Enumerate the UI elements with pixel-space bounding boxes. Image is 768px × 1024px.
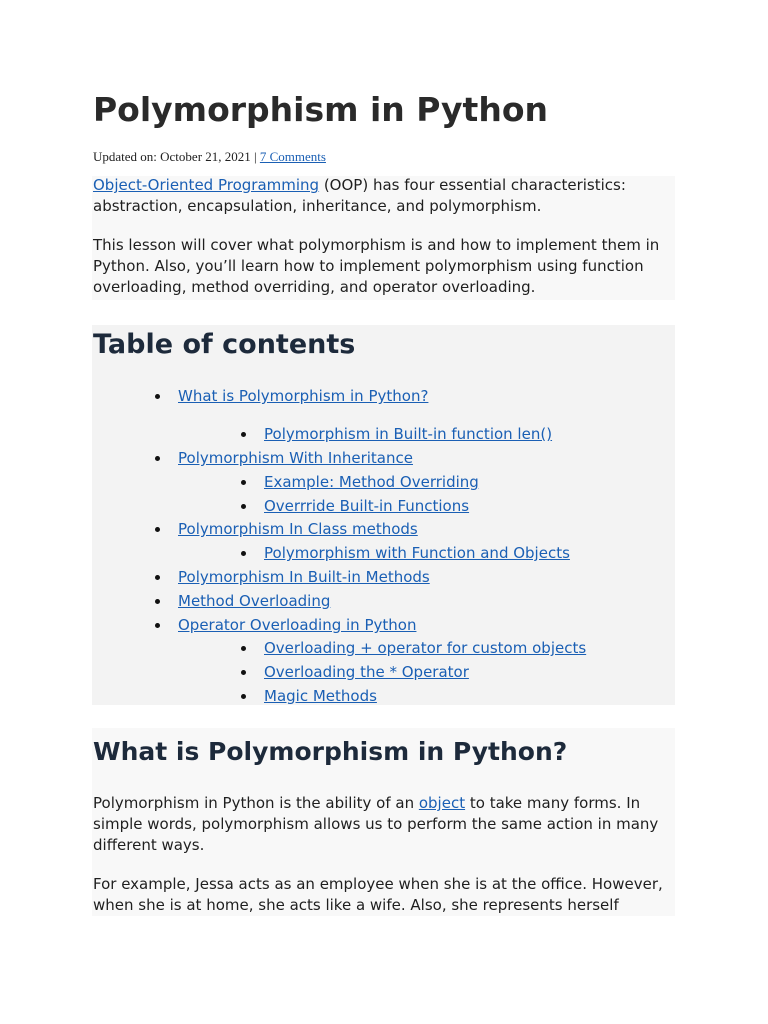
bullet-icon <box>241 432 246 437</box>
object-link[interactable]: object <box>418 794 466 812</box>
toc-item <box>264 496 469 516</box>
bullet-icon <box>241 694 246 699</box>
toc-link[interactable]: Overrride Built-in Functions <box>264 497 470 515</box>
toc-link[interactable]: Overloading the * Operator <box>264 663 469 681</box>
toc-item <box>178 615 416 635</box>
toc-link[interactable]: Example: Method Overriding <box>264 473 479 491</box>
section-paragraph-1 <box>93 793 663 856</box>
toc-item <box>264 424 552 444</box>
toc-item <box>178 386 428 406</box>
article-meta <box>93 148 326 166</box>
bullet-icon <box>241 646 246 651</box>
toc-item <box>178 591 330 611</box>
toc-item <box>178 448 413 468</box>
bullet-icon <box>155 394 160 399</box>
bullet-icon <box>241 670 246 675</box>
toc-link[interactable]: Polymorphism with Function and Objects <box>264 544 570 562</box>
bullet-icon <box>241 480 246 485</box>
oop-link[interactable]: Object-Oriented Programming <box>93 176 320 194</box>
section-heading: What is Polymorphism in Python? <box>93 737 568 766</box>
bullet-icon <box>241 504 246 509</box>
toc-item <box>178 567 430 587</box>
toc-link[interactable]: Operator Overloading in Python <box>178 616 417 634</box>
intro-paragraph-1 <box>93 175 663 217</box>
toc-item <box>178 519 418 539</box>
bullet-icon <box>241 551 246 556</box>
updated-date: Updated on: October 21, 2021 | <box>93 149 260 164</box>
comments-link[interactable]: 7 Comments <box>259 149 326 164</box>
bullet-icon <box>155 456 160 461</box>
intro-paragraph-2: This lesson will cover what polymorphism is and how to implement them in Python. Also, you’ll learn how to implement polymorphism using function overloading, method overriding, and operator overloading. <box>93 236 660 296</box>
toc-link[interactable]: Polymorphism in Built-in function len() <box>264 425 553 443</box>
toc-link[interactable]: Polymorphism In Built-in Methods <box>178 568 430 586</box>
bullet-icon <box>155 575 160 580</box>
toc-item <box>264 543 570 563</box>
toc-link[interactable]: What is Polymorphism in Python? <box>178 387 429 405</box>
toc-title: Table of contents <box>93 329 356 360</box>
toc-link[interactable]: Method Overloading <box>178 592 331 610</box>
intro-paragraph-1-text: (OOP) has four essential characteristics: abstraction, encapsulation, inheritance, and polymorphism. <box>93 176 626 215</box>
toc-item <box>264 638 586 658</box>
toc-link[interactable]: Polymorphism In Class methods <box>178 520 418 538</box>
toc-item <box>264 472 479 492</box>
bullet-icon <box>155 623 160 628</box>
bullet-icon <box>155 599 160 604</box>
section-paragraph-2: For example, Jessa acts as an employee when she is at the office. However, when she is at home, she acts like a wife. Also, she represents herself <box>93 875 663 914</box>
section-paragraph-1-text: Polymorphism in Python is the ability of an <box>93 794 419 812</box>
page-title: Polymorphism in Python <box>93 90 548 129</box>
toc-link[interactable]: Polymorphism With Inheritance <box>178 449 413 467</box>
toc-link[interactable]: Magic Methods <box>264 687 377 705</box>
bullet-icon <box>155 527 160 532</box>
section-paragraph-1-rest: to take many forms. In simple words, polymorphism allows us to perform the same action in many different ways. <box>93 794 659 854</box>
toc-item <box>264 662 469 682</box>
toc-item <box>264 686 377 706</box>
toc-link[interactable]: Overloading + operator for custom objects <box>264 639 587 657</box>
